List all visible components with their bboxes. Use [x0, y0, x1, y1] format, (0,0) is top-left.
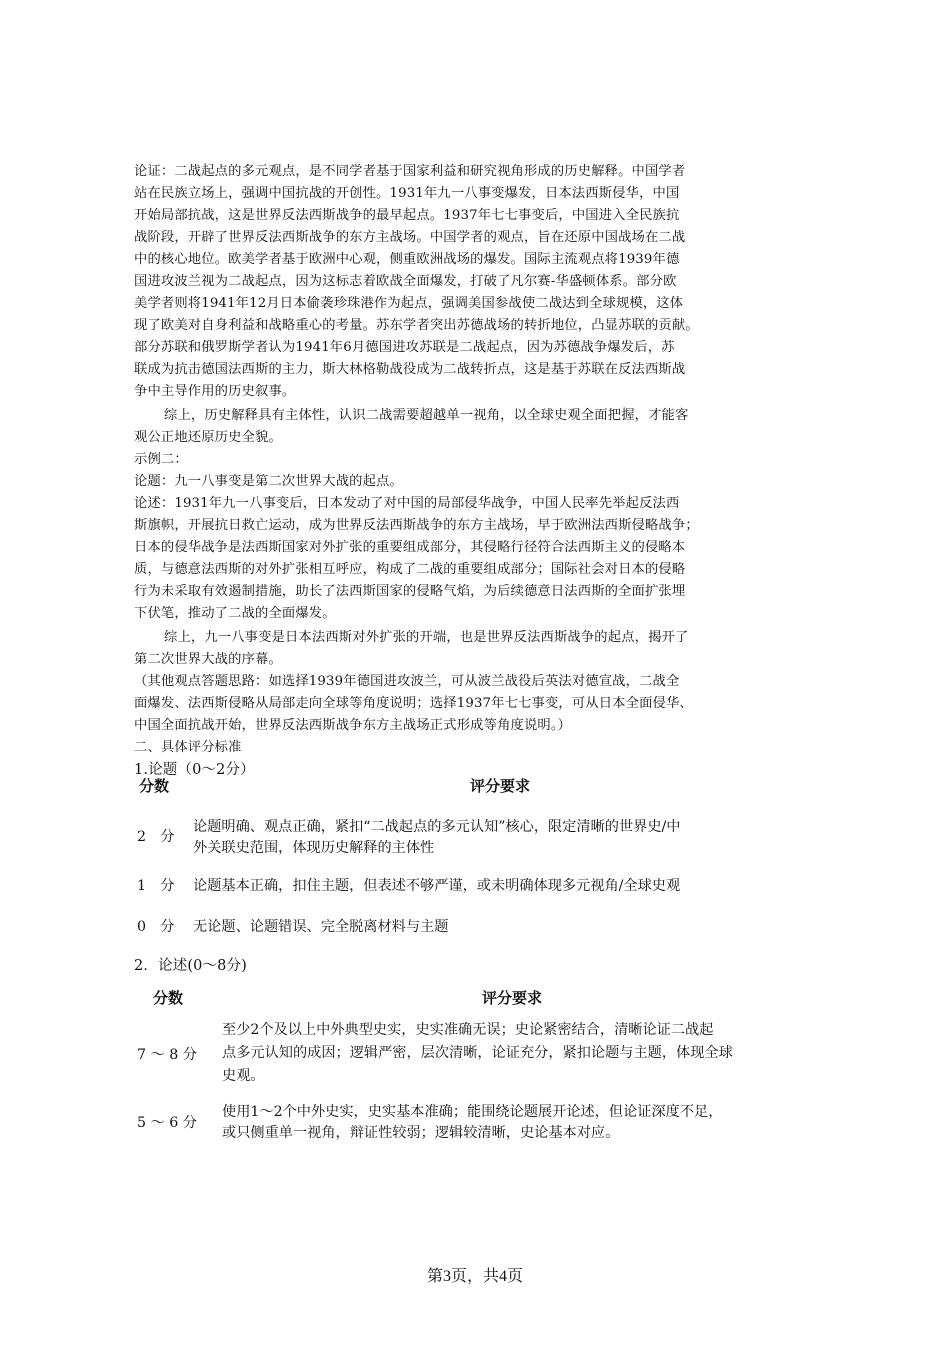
score-cell: 0 分	[137, 919, 175, 935]
requirement-line: 使用1～2个中外史实，史实基本准确；能围绕论题展开论述，但论证深度不足，	[222, 1104, 723, 1120]
score-cell: 2 分	[137, 829, 175, 845]
requirement-line: 论题明确、观点正确，紧扣“二战起点的多元认知”核心，限定清晰的世界史/中	[193, 819, 681, 835]
text-line: 开始局部抗战，这是世界反法西斯战争的最早起点。1937年七七事变后，中国进入全民族抗	[134, 208, 680, 223]
text-line: 现了欧美对自身利益和战略重心的考量。苏东学者突出苏德战场的转折地位，凸显苏联的贡献。	[134, 318, 699, 333]
requirement-line: 至少2个及以上中外典型史实，史实准确无误；史论紧密结合，清晰论证二战起	[222, 1022, 714, 1038]
text-line: 行为未采取有效遏制措施，助长了法西斯国家的侵略气焰，为后续德意日法西斯的全面扩张埋	[134, 584, 686, 599]
page-number-footer: 第3页，共4页	[426, 1268, 523, 1285]
table-title: 1.论题（0～2分）	[134, 762, 255, 778]
column-header-score: 分数	[139, 777, 170, 795]
text-line: 联成为抗击德国法西斯的主力，斯大林格勒战役成为二战转折点，这是基于苏联在反法西斯战	[134, 362, 686, 377]
text-line: 国进攻波兰视为二战起点，因为这标志着欧战全面爆发，打破了凡尔赛-华盛顿体系。部分欧	[134, 274, 677, 289]
score-cell: 1 分	[137, 878, 175, 894]
text-line: 战阶段，开辟了世界反法西斯战争的东方主战场。中国学者的观点，旨在还原中国战场在二战	[134, 230, 686, 245]
text-line: 论证：二战起点的多元观点，是不同学者基于国家利益和研究视角形成的历史解释。中国学者	[134, 164, 686, 179]
text-line: 站在民族立场上，强调中国抗战的开创性。1931年九一八事变爆发，日本法西斯侵华，中国	[134, 186, 680, 201]
text-line: 第二次世界大战的序幕。	[134, 652, 282, 667]
text-line: 美学者则将1941年12月日本偷袭珍珠港作为起点，强调美国参战使二战达到全球规模，这体	[134, 296, 684, 311]
text-line: 综上，九一八事变是日本法西斯对外扩张的开端，也是世界反法西斯战争的起点，揭开了	[164, 630, 689, 645]
text-line: （其他观点答题思路：如选择1939年德国进攻波兰，可从波兰战役后英法对德宣战，二战全	[134, 674, 680, 689]
text-line: 斯旗帜，开展抗日救亡运动，成为世界反法西斯战争的东方主战场，早于欧洲法西斯侵略战争；	[134, 518, 699, 533]
text-line: 论述：1931年九一八事变后，日本发动了对中国的局部侵华战争，中国人民率先举起反法西	[134, 496, 680, 511]
requirement-line: 无论题、论题错误、完全脱离材料与主题	[193, 919, 449, 935]
thesis-line: 论题：九一八事变是第二次世界大战的起点。	[134, 474, 403, 489]
score-cell: 7 ～ 8 分	[137, 1047, 197, 1063]
text-line: 面爆发、法西斯侵略从局部走向全球等角度说明；选择1937年七七事变，可从日本全面侵华、	[134, 696, 693, 711]
text-line: 日本的侵华战争是法西斯国家对外扩张的重要组成部分，其侵略行径符合法西斯主义的侵略本	[134, 540, 686, 555]
text-line: 下伏笔，推动了二战的全面爆发。	[134, 606, 336, 621]
requirement-line: 或只侧重单一视角，辩证性较弱；逻辑较清晰，史论基本对应。	[222, 1125, 620, 1141]
text-line: 综上，历史解释具有主体性，认识二战需要超越单一视角，以全球史观全面把握，才能客	[164, 408, 689, 423]
score-cell: 5 ～ 6 分	[137, 1115, 197, 1131]
text-line: 观公正地还原历史全貌。	[134, 430, 282, 445]
requirement-line: 论题基本正确，扣住主题，但表述不够严谨，或未明确体现多元视角/全球史观	[193, 878, 681, 894]
example-heading: 示例二：	[134, 452, 188, 467]
column-header-score: 分数	[153, 989, 184, 1007]
requirement-line: 史观。	[222, 1068, 265, 1084]
column-header-requirement: 评分要求	[470, 777, 531, 795]
text-line: 部分苏联和俄罗斯学者认为1941年6月德国进攻苏联是二战起点，因为苏德战争爆发后，苏	[134, 340, 675, 355]
text-line: 争中主导作用的历史叙事。	[134, 384, 296, 399]
section-heading: 二、具体评分标准	[134, 740, 242, 755]
text-line: 中国全面抗战开始，世界反法西斯战争东方主战场正式形成等角度说明。）	[134, 718, 572, 733]
column-header-requirement: 评分要求	[482, 989, 543, 1007]
requirement-line: 外关联史范围，体现历史解释的主体性	[193, 840, 435, 856]
text-line: 质，与德意法西斯的对外扩张相互呼应，构成了二战的重要组成部分；国际社会对日本的侵略	[134, 562, 686, 577]
table-title: 2．论述(0～8分)	[134, 958, 247, 974]
text-line: 中的核心地位。欧美学者基于欧洲中心观，侧重欧洲战场的爆发。国际主流观点将1939年德	[134, 252, 680, 267]
requirement-line: 点多元认知的成因；逻辑严密，层次清晰，论证充分，紧扣论题与主题，体现全球	[222, 1045, 733, 1061]
